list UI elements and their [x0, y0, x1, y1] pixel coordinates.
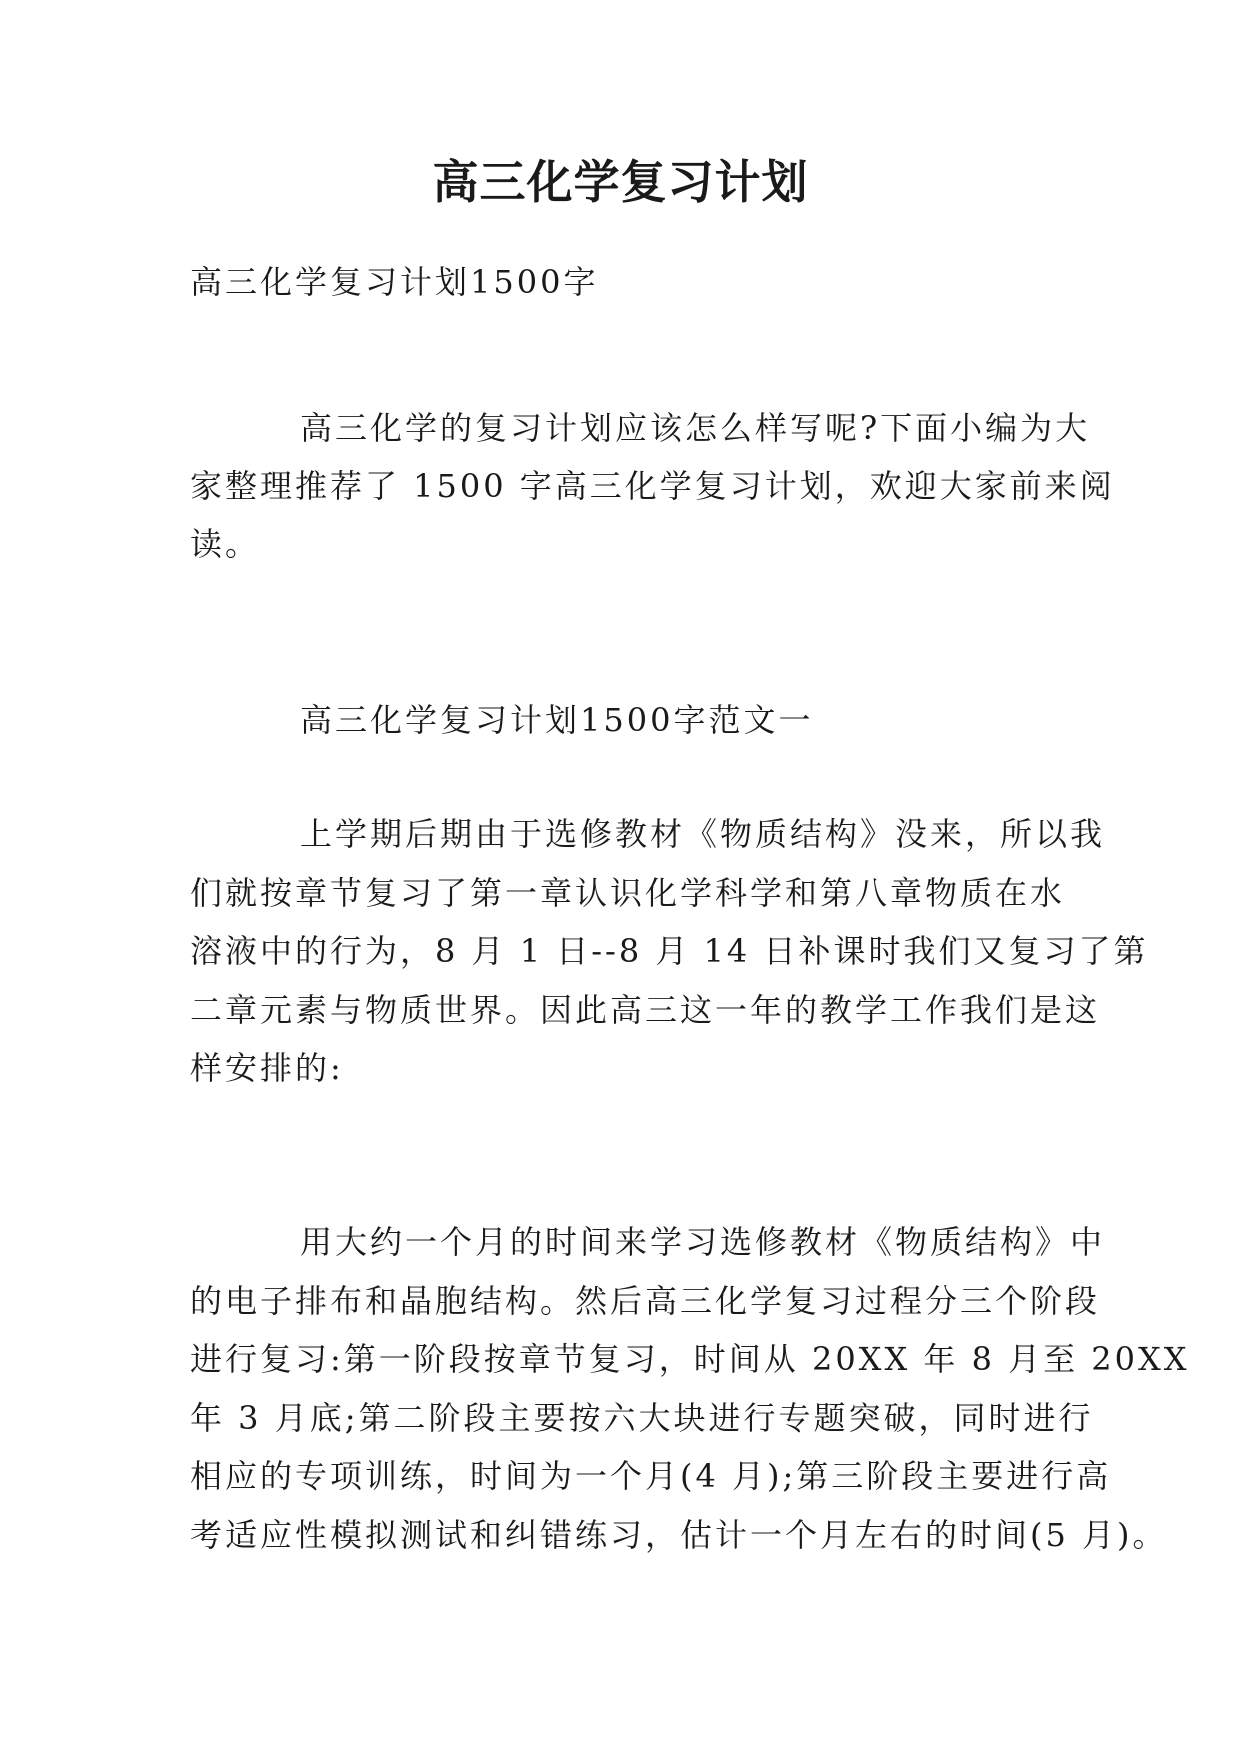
paragraph1-line-5: 样安排的:	[190, 1049, 344, 1087]
paragraph2-line-3: 进行复习:第一阶段按章节复习，时间从 20XX 年 8 月至 20XX	[190, 1340, 1190, 1378]
document-title: 高三化学复习计划	[432, 155, 809, 209]
intro-line-1: 高三化学的复习计划应该怎么样写呢?下面小编为大	[300, 409, 1091, 447]
intro-line-2: 家整理推荐了 1500 字高三化学复习计划，欢迎大家前来阅	[190, 467, 1115, 505]
section-heading: 高三化学复习计划1500字范文一	[300, 701, 814, 739]
paragraph1-line-2: 们就按章节复习了第一章认识化学科学和第八章物质在水	[190, 874, 1066, 912]
paragraph1-line-3: 溶液中的行为，8 月 1 日--8 月 14 日补课时我们又复习了第	[190, 932, 1149, 970]
intro-line-3: 读。	[190, 525, 261, 563]
document-subtitle: 高三化学复习计划1500字	[190, 263, 599, 301]
paragraph2-line-6: 考适应性模拟测试和纠错练习，估计一个月左右的时间(5 月)。	[190, 1516, 1168, 1554]
paragraph1-line-1: 上学期后期由于选修教材《物质结构》没来，所以我	[300, 815, 1106, 853]
paragraph1-line-4: 二章元素与物质世界。因此高三这一年的教学工作我们是这	[190, 991, 1101, 1029]
paragraph2-line-2: 的电子排布和晶胞结构。然后高三化学复习过程分三个阶段	[190, 1282, 1101, 1320]
paragraph2-line-4: 年 3 月底;第二阶段主要按六大块进行专题突破，同时进行	[190, 1399, 1094, 1437]
paragraph2-line-1: 用大约一个月的时间来学习选修教材《物质结构》中	[300, 1223, 1106, 1261]
paragraph2-line-5: 相应的专项训练，时间为一个月(4 月);第三阶段主要进行高	[190, 1457, 1112, 1495]
